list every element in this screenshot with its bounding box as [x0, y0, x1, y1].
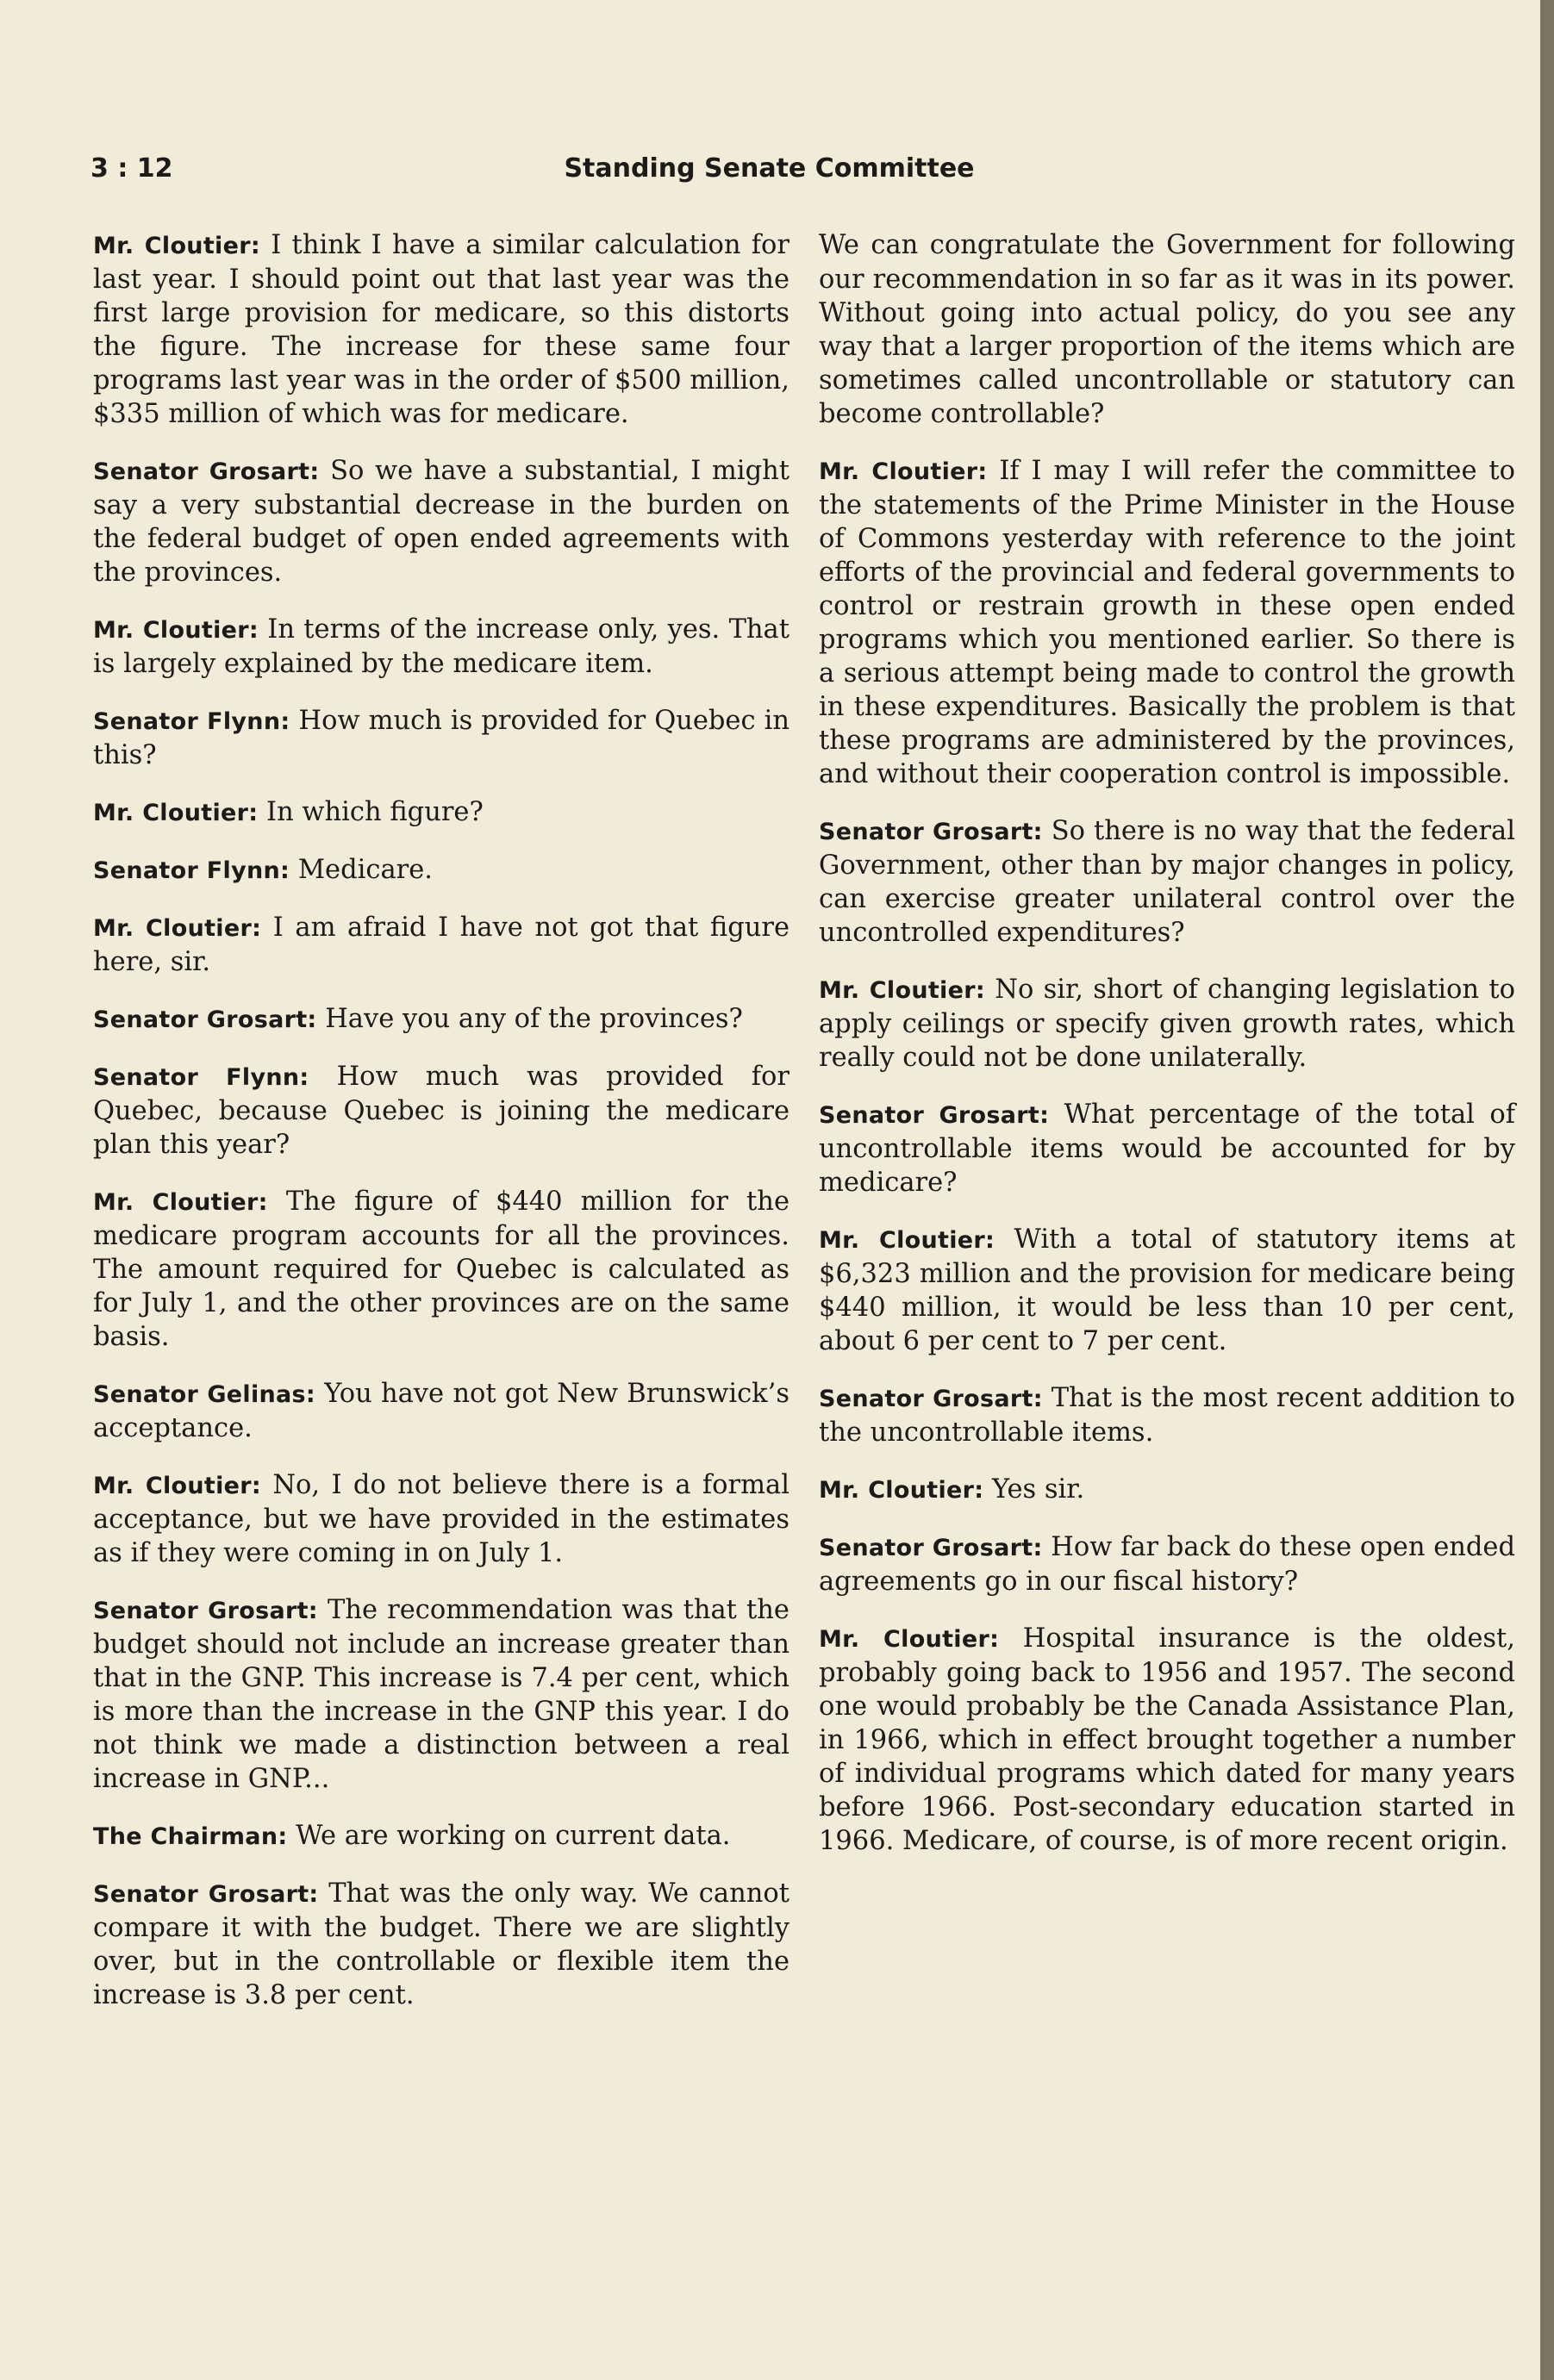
paragraph	[819, 1473, 1515, 1507]
paragraph	[93, 1377, 789, 1445]
paragraph-text: What percentage of the total of uncontrollable items would be accounted for by medicare?	[819, 1100, 1515, 1198]
paragraph	[819, 1381, 1515, 1449]
paragraph	[93, 911, 789, 979]
speaker-name: Senator Grosart:	[819, 819, 1043, 845]
speaker-name: The Chairman:	[93, 1823, 288, 1850]
speaker-name: Senator Grosart:	[93, 458, 320, 485]
paragraph	[819, 228, 1515, 431]
paragraph-text: No sir, short of changing legislation to apply ceilings or specify given growth rates, which really could not be done unilaterally.	[819, 975, 1516, 1073]
speaker-name: Mr. Cloutier:	[93, 915, 262, 942]
paragraph	[93, 795, 789, 830]
paragraph	[93, 228, 789, 431]
paragraph	[93, 1819, 789, 1854]
paragraph-text: How much was provided for Quebec, because Quebec is joining the medicare plan this year?	[93, 1062, 789, 1160]
page-number: 3 : 12	[90, 153, 173, 184]
paragraph	[93, 1468, 789, 1570]
running-title: Standing Senate Committee	[564, 153, 975, 184]
paragraph-text: So we have a substantial, I might say a very substantial decrease in the burden on the federal budget of open ended agreements with the provinces.	[93, 456, 789, 588]
paragraph	[93, 454, 789, 589]
paragraph-text: In which figure?	[258, 797, 484, 827]
speaker-name: Senator Flynn:	[93, 708, 290, 735]
speaker-name: Senator Grosart:	[819, 1535, 1043, 1561]
speaker-name: Senator Grosart:	[93, 1598, 318, 1624]
paragraph	[93, 1002, 789, 1037]
speaker-name: Senator Flynn:	[93, 857, 290, 884]
paragraph-text: Have you any of the provinces?	[316, 1004, 743, 1034]
right-column	[819, 228, 1515, 1881]
speaker-name: Mr. Cloutier:	[93, 1473, 261, 1499]
speaker-name: Senator Grosart:	[819, 1386, 1043, 1412]
paragraph-text: I am afraid I have not got that figure here, sir.	[93, 913, 790, 977]
speaker-name: Senator Flynn:	[93, 1064, 309, 1091]
speaker-name: Mr. Cloutier:	[819, 977, 985, 1004]
scan-edge	[1540, 0, 1554, 2380]
speaker-name: Mr. Cloutier:	[93, 1189, 268, 1216]
paragraph-text: The figure of $440 million for the medicare program accounts for all the provinces. The amount required for Quebec is calculated as for July 1, and the other provinces are on the same basis.	[93, 1187, 789, 1352]
paragraph	[93, 1593, 789, 1796]
speaker-name: Senator Grosart:	[819, 1102, 1050, 1129]
paragraph-text: You have not got New Brunswick’s acceptance.	[93, 1379, 789, 1443]
paragraph	[819, 454, 1515, 791]
paragraph	[819, 1223, 1515, 1358]
paragraph	[93, 1060, 789, 1162]
paragraph-text: How much is provided for Quebec in this?	[93, 706, 789, 770]
paragraph	[93, 1877, 789, 2012]
paragraph	[93, 1185, 789, 1354]
paragraph-text: That is the most recent addition to the uncontrollable items.	[819, 1383, 1515, 1448]
paragraph	[819, 1622, 1515, 1858]
paragraph	[819, 1530, 1515, 1598]
paragraph-text: That was the only way. We cannot compare it with the budget. There we are slightly over, but in the controllable or flexible item the increase is 3.8 per cent.	[93, 1878, 789, 2010]
paragraph-text: Hospital insurance is the oldest, probably going back to 1956 and 1957. The second one would probably be the Canada Assistance Plan, in 1966, which in effect brought together a number of individual programs which dated for many years before 1966. Post-secondary education started in 1966. Medicare, of course, is of more recent origin.	[819, 1623, 1515, 1856]
paragraph	[93, 613, 789, 681]
paragraph	[93, 853, 789, 888]
paragraph-text: The recommendation was that the budget should not include an increase greater than that in the GNP. This increase is 7.4 per cent, which is more than the increase in the GNP this year. I do not think we made a distinction between a real increase in GNP...	[93, 1595, 789, 1794]
page-header	[90, 153, 1448, 196]
speaker-name: Mr. Cloutier:	[819, 1477, 984, 1504]
left-column	[93, 228, 789, 2035]
paragraph	[93, 704, 789, 772]
speaker-name: Senator Grosart:	[93, 1006, 317, 1033]
speaker-name: Senator Grosart:	[93, 1881, 319, 1908]
paragraph-text: Yes sir.	[983, 1474, 1085, 1505]
paragraph-text: How far back do these open ended agreements go in our fiscal history?	[819, 1532, 1515, 1597]
paragraph-text: Medicare.	[290, 855, 433, 885]
paragraph-text: In terms of the increase only, yes. That is largely explained by the medicare item.	[93, 614, 789, 679]
paragraph-text: We can congratulate the Government for following our recommendation in so far as it was in its power. Without going into actual policy, do you see any way that a larger proportion of the items which are sometimes called uncontrollable or statutory can become controllable?	[819, 230, 1515, 429]
paragraph-text: No, I do not believe there is a formal acceptance, but we have provided in the estimates as if they were coming in on July 1.	[93, 1470, 789, 1568]
speaker-name: Senator Gelinas:	[93, 1381, 316, 1408]
paragraph-text: So there is no way that the federal Government, other than by major changes in policy, can exercise greater unilateral control over the uncontrolled expenditures?	[819, 816, 1515, 948]
paragraph-text: We are working on current data.	[287, 1821, 731, 1851]
speaker-name: Mr. Cloutier:	[819, 1626, 1000, 1653]
paragraph	[819, 814, 1515, 950]
speaker-name: Mr. Cloutier:	[93, 800, 259, 826]
speaker-name: Mr. Cloutier:	[819, 1227, 995, 1254]
paragraph-text: If I may I will refer the committee to the statements of the Prime Minister in the House of Commons yesterday with reference to the joint efforts of the provincial and federal governments to control or restrain growth in these open ended programs which you mentioned earlier. So there is a serious attempt being made to control the growth in these expenditures. Basically the problem is that these programs are administered by the provinces, and without their cooperation control is impossible.	[819, 456, 1515, 789]
speaker-name: Mr. Cloutier:	[819, 458, 988, 485]
paragraph-text: With a total of statutory items at $6,323 million and the provision for medicare being $440 million, it would be less than 10 per cent, about 6 per cent to 7 per cent.	[819, 1224, 1515, 1356]
paragraph-text: I think I have a similar calculation for last year. I should point out that last year was the first large provision for medicare, so this distorts the figure. The increase for these same four programs last year was in the order of $500 million, $335 million of which was for medicare.	[93, 230, 789, 429]
speaker-name: Mr. Cloutier:	[93, 233, 260, 259]
paragraph	[819, 973, 1515, 1075]
speaker-name: Mr. Cloutier:	[93, 617, 259, 644]
paragraph	[819, 1098, 1515, 1199]
